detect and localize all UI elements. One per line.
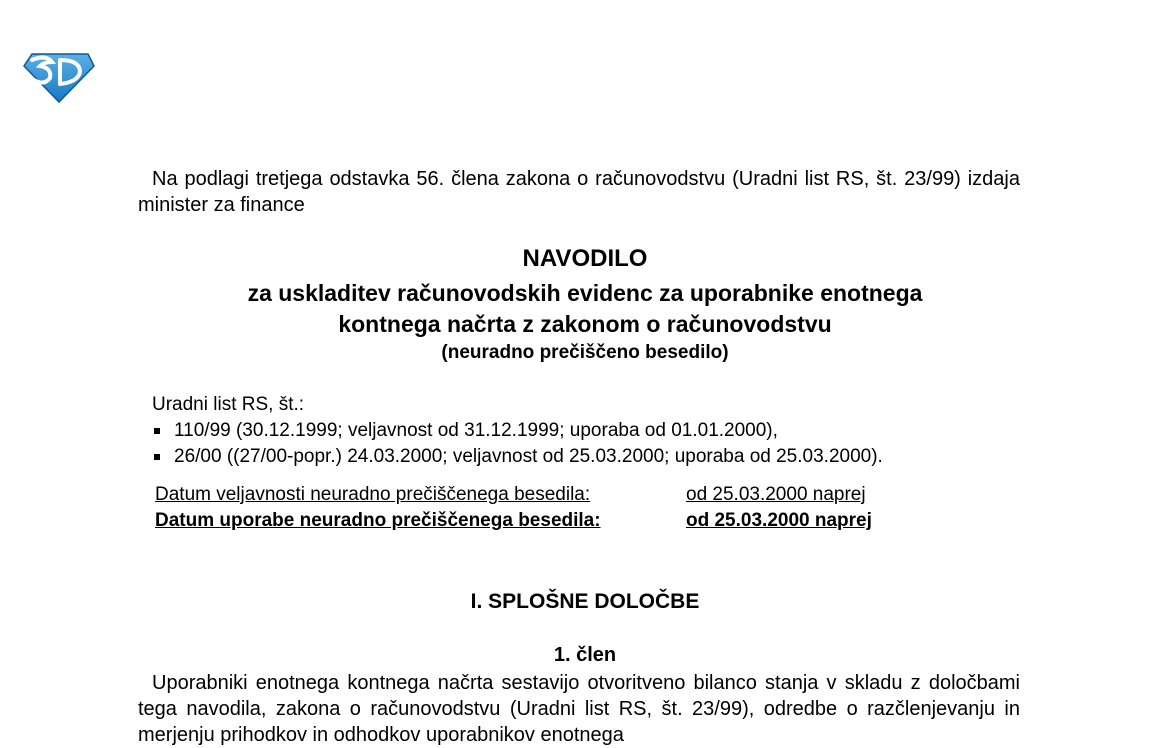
section-title: I. SPLOŠNE DOLOČBE — [470, 590, 700, 613]
subtitle-line-1: za uskladitev računovodskih evidenc za uporabnike enotnega — [247, 280, 923, 306]
validity-row — [155, 482, 872, 508]
intro-paragraph: Na podlagi tretjega odstavka 56. člena zakona o računovodstvu (Uradni list RS, št. 23/99) izdaja minister za finance — [138, 168, 1020, 216]
document-subtitle — [138, 278, 1032, 340]
gazette-item: 26/00 ((27/00-popr.) 24.03.2000; veljavnost od 25.03.2000; uporaba od 25.03.2000). — [152, 444, 883, 470]
unofficial-note: (neuradno prečiščeno besedilo) — [441, 342, 729, 363]
dates-block — [155, 482, 872, 534]
gazette-item: 110/99 (30.12.1999; veljavnost od 31.12.1999; uporaba od 01.01.2000), — [152, 418, 883, 444]
gazette-list — [152, 418, 883, 470]
application-row — [155, 508, 872, 534]
document-title: NAVODILO — [522, 245, 648, 272]
article-title: 1. člen — [553, 644, 617, 666]
gazette-heading: Uradni list RS, št.: — [152, 394, 305, 415]
article-text: Uporabniki enotnega kontnega načrta sestavijo otvoritveno bilanco stanja v skladu z določbami tega navodila, zakona o računovodstvu (Uradni list RS, št. 23/99), odredbe o razčlenjevanju in merjenju prihodkov in odhodkov uporabnikov enotnega — [138, 672, 1020, 746]
sd-logo — [22, 48, 96, 104]
subtitle-line-2: kontnega načrta z zakonom o računovodstvu — [338, 311, 832, 337]
application-label: Datum uporabe neuradno prečiščenega besedila: — [155, 510, 601, 531]
validity-value: od 25.03.2000 naprej — [686, 484, 866, 505]
validity-label: Datum veljavnosti neuradno prečiščenega besedila: — [155, 484, 591, 505]
application-value: od 25.03.2000 naprej — [686, 510, 872, 531]
